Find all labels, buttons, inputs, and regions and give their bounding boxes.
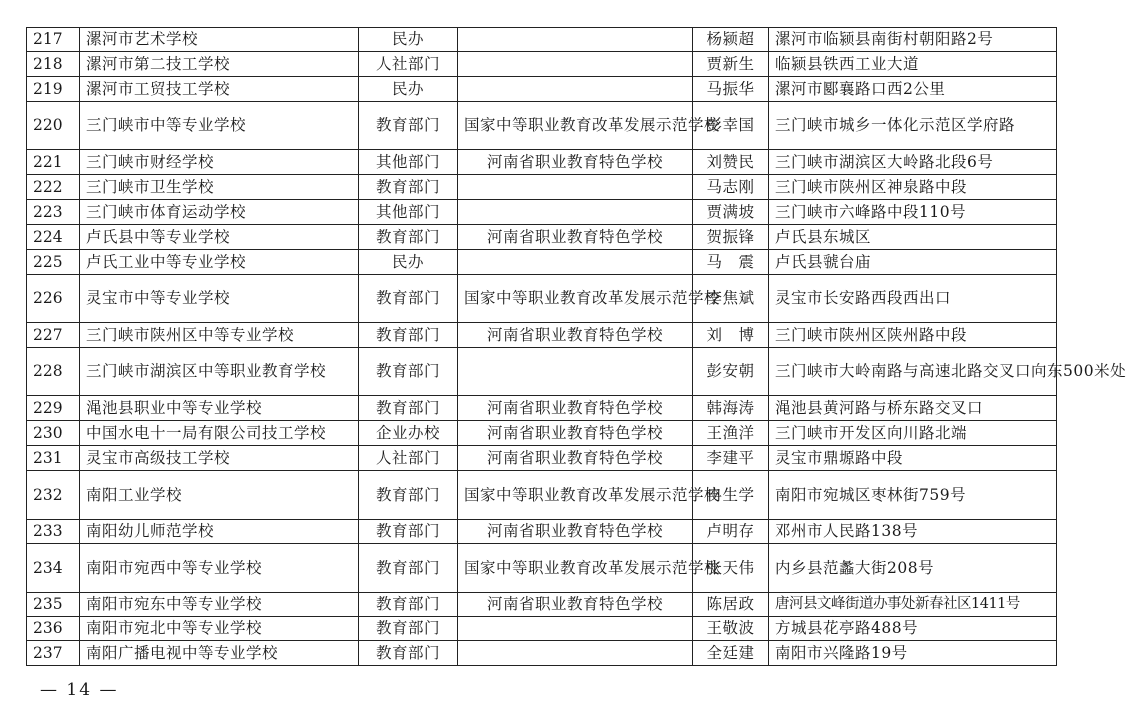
school-honor: 国家中等职业教育改革发展示范学校 bbox=[458, 471, 693, 520]
school-address: 内乡县范蠡大街208号 bbox=[769, 544, 1057, 593]
principal: 全廷建 bbox=[693, 641, 769, 666]
principal: 李焦斌 bbox=[693, 275, 769, 323]
row-number: 218 bbox=[27, 52, 80, 77]
school-dept: 企业办校 bbox=[359, 421, 458, 446]
school-name: 三门峡市中等专业学校 bbox=[80, 102, 359, 150]
school-address: 卢氏县虢台庙 bbox=[769, 250, 1057, 275]
school-honor: 国家中等职业教育改革发展示范学校 bbox=[458, 275, 693, 323]
school-address: 邓州市人民路138号 bbox=[769, 520, 1057, 544]
school-honor bbox=[458, 200, 693, 225]
row-number: 236 bbox=[27, 617, 80, 641]
school-name: 南阳市宛北中等专业学校 bbox=[80, 617, 359, 641]
school-name: 南阳市宛西中等专业学校 bbox=[80, 544, 359, 593]
table-row bbox=[27, 471, 1057, 520]
school-address: 渑池县黄河路与桥东路交叉口 bbox=[769, 396, 1057, 421]
school-address: 南阳市宛城区枣林街759号 bbox=[769, 471, 1057, 520]
row-number: 226 bbox=[27, 275, 80, 323]
school-address: 南阳市兴隆路19号 bbox=[769, 641, 1057, 666]
school-dept: 人社部门 bbox=[359, 52, 458, 77]
school-name: 南阳市宛东中等专业学校 bbox=[80, 593, 359, 617]
school-name: 三门峡市陕州区中等专业学校 bbox=[80, 323, 359, 348]
school-honor: 河南省职业教育特色学校 bbox=[458, 593, 693, 617]
principal: 李建平 bbox=[693, 446, 769, 471]
row-number: 225 bbox=[27, 250, 80, 275]
table-row bbox=[27, 275, 1057, 323]
principal: 杨颍超 bbox=[693, 28, 769, 52]
table-row bbox=[27, 250, 1057, 275]
principal: 韩海涛 bbox=[693, 396, 769, 421]
row-number: 228 bbox=[27, 348, 80, 396]
school-dept: 教育部门 bbox=[359, 471, 458, 520]
school-honor: 河南省职业教育特色学校 bbox=[458, 396, 693, 421]
page-number: — 14 — bbox=[40, 680, 119, 700]
row-number: 224 bbox=[27, 225, 80, 250]
school-name: 南阳工业学校 bbox=[80, 471, 359, 520]
principal: 王敬波 bbox=[693, 617, 769, 641]
row-number: 235 bbox=[27, 593, 80, 617]
school-dept: 教育部门 bbox=[359, 617, 458, 641]
school-name: 漯河市工贸技工学校 bbox=[80, 77, 359, 102]
school-address: 唐河县文峰街道办事处新春社区1411号 bbox=[769, 593, 1057, 617]
school-dept: 教育部门 bbox=[359, 520, 458, 544]
row-number: 237 bbox=[27, 641, 80, 666]
school-address: 三门峡市大岭南路与高速北路交叉口向东500米处 bbox=[769, 348, 1057, 396]
school-address: 临颍县铁西工业大道 bbox=[769, 52, 1057, 77]
principal: 贺振锋 bbox=[693, 225, 769, 250]
school-dept: 教育部门 bbox=[359, 641, 458, 666]
table-row bbox=[27, 544, 1057, 593]
table-row bbox=[27, 200, 1057, 225]
school-dept: 民办 bbox=[359, 77, 458, 102]
table-row bbox=[27, 102, 1057, 150]
school-dept: 教育部门 bbox=[359, 102, 458, 150]
school-name: 卢氏工业中等专业学校 bbox=[80, 250, 359, 275]
school-name: 中国水电十一局有限公司技工学校 bbox=[80, 421, 359, 446]
principal: 刘 博 bbox=[693, 323, 769, 348]
school-honor: 河南省职业教育特色学校 bbox=[458, 225, 693, 250]
row-number: 229 bbox=[27, 396, 80, 421]
principal: 张天伟 bbox=[693, 544, 769, 593]
school-address: 漯河市郾襄路口西2公里 bbox=[769, 77, 1057, 102]
table-row bbox=[27, 396, 1057, 421]
school-honor: 国家中等职业教育改革发展示范学校 bbox=[458, 544, 693, 593]
row-number: 221 bbox=[27, 150, 80, 175]
school-honor bbox=[458, 175, 693, 200]
school-dept: 教育部门 bbox=[359, 175, 458, 200]
school-honor: 国家中等职业教育改革发展示范学校 bbox=[458, 102, 693, 150]
school-name: 三门峡市体育运动学校 bbox=[80, 200, 359, 225]
principal: 王渔洋 bbox=[693, 421, 769, 446]
school-name: 漯河市艺术学校 bbox=[80, 28, 359, 52]
school-dept: 民办 bbox=[359, 28, 458, 52]
school-honor bbox=[458, 250, 693, 275]
school-address: 三门峡市陕州区神泉路中段 bbox=[769, 175, 1057, 200]
school-honor: 河南省职业教育特色学校 bbox=[458, 446, 693, 471]
principal: 马 震 bbox=[693, 250, 769, 275]
school-name: 三门峡市卫生学校 bbox=[80, 175, 359, 200]
row-number: 230 bbox=[27, 421, 80, 446]
school-dept: 人社部门 bbox=[359, 446, 458, 471]
school-dept: 其他部门 bbox=[359, 200, 458, 225]
school-dept: 教育部门 bbox=[359, 323, 458, 348]
school-name: 三门峡市财经学校 bbox=[80, 150, 359, 175]
school-dept: 教育部门 bbox=[359, 544, 458, 593]
school-name: 漯河市第二技工学校 bbox=[80, 52, 359, 77]
principal: 卢明存 bbox=[693, 520, 769, 544]
school-name: 卢氏县中等专业学校 bbox=[80, 225, 359, 250]
school-name: 灵宝市中等专业学校 bbox=[80, 275, 359, 323]
row-number: 227 bbox=[27, 323, 80, 348]
table-row bbox=[27, 421, 1057, 446]
principal: 冉生学 bbox=[693, 471, 769, 520]
table-row bbox=[27, 641, 1057, 666]
school-honor bbox=[458, 28, 693, 52]
school-address: 方城县花亭路488号 bbox=[769, 617, 1057, 641]
principal: 马振华 bbox=[693, 77, 769, 102]
school-honor: 河南省职业教育特色学校 bbox=[458, 520, 693, 544]
school-address: 漯河市临颍县南街村朝阳路2号 bbox=[769, 28, 1057, 52]
table-row bbox=[27, 150, 1057, 175]
school-address: 三门峡市湖滨区大岭路北段6号 bbox=[769, 150, 1057, 175]
row-number: 222 bbox=[27, 175, 80, 200]
table-row bbox=[27, 52, 1057, 77]
school-honor: 河南省职业教育特色学校 bbox=[458, 150, 693, 175]
table-row bbox=[27, 593, 1057, 617]
school-list-body bbox=[27, 28, 1126, 666]
table-row bbox=[27, 175, 1057, 200]
school-name: 南阳幼儿师范学校 bbox=[80, 520, 359, 544]
school-honor bbox=[458, 52, 693, 77]
school-name: 南阳广播电视中等专业学校 bbox=[80, 641, 359, 666]
principal: 彭幸国 bbox=[693, 102, 769, 150]
principal: 贾满坡 bbox=[693, 200, 769, 225]
principal: 刘赞民 bbox=[693, 150, 769, 175]
row-number: 223 bbox=[27, 200, 80, 225]
principal: 马志刚 bbox=[693, 175, 769, 200]
school-list-table bbox=[26, 27, 1126, 666]
school-dept: 教育部门 bbox=[359, 396, 458, 421]
school-address: 三门峡市开发区向川路北端 bbox=[769, 421, 1057, 446]
school-dept: 民办 bbox=[359, 250, 458, 275]
school-address: 三门峡市城乡一体化示范区学府路 bbox=[769, 102, 1057, 150]
principal: 彭安朝 bbox=[693, 348, 769, 396]
table-row bbox=[27, 323, 1057, 348]
row-number: 217 bbox=[27, 28, 80, 52]
school-dept: 教育部门 bbox=[359, 593, 458, 617]
school-name: 三门峡市湖滨区中等职业教育学校 bbox=[80, 348, 359, 396]
school-dept: 教育部门 bbox=[359, 225, 458, 250]
table-row bbox=[27, 348, 1057, 396]
school-name: 渑池县职业中等专业学校 bbox=[80, 396, 359, 421]
row-number: 220 bbox=[27, 102, 80, 150]
school-address: 灵宝市长安路西段西出口 bbox=[769, 275, 1057, 323]
table-row bbox=[27, 617, 1057, 641]
row-number: 231 bbox=[27, 446, 80, 471]
principal: 陈居政 bbox=[693, 593, 769, 617]
school-address: 三门峡市六峰路中段110号 bbox=[769, 200, 1057, 225]
school-address: 灵宝市鼎塬路中段 bbox=[769, 446, 1057, 471]
school-honor bbox=[458, 348, 693, 396]
school-honor: 河南省职业教育特色学校 bbox=[458, 421, 693, 446]
school-honor bbox=[458, 617, 693, 641]
school-name: 灵宝市高级技工学校 bbox=[80, 446, 359, 471]
school-address: 三门峡市陕州区陕州路中段 bbox=[769, 323, 1057, 348]
school-honor bbox=[458, 641, 693, 666]
row-number: 232 bbox=[27, 471, 80, 520]
table-row bbox=[27, 446, 1057, 471]
principal: 贾新生 bbox=[693, 52, 769, 77]
school-dept: 教育部门 bbox=[359, 275, 458, 323]
school-honor: 河南省职业教育特色学校 bbox=[458, 323, 693, 348]
school-address: 卢氏县东城区 bbox=[769, 225, 1057, 250]
table-row bbox=[27, 520, 1057, 544]
school-honor bbox=[458, 77, 693, 102]
row-number: 234 bbox=[27, 544, 80, 593]
table-row bbox=[27, 28, 1057, 52]
row-number: 233 bbox=[27, 520, 80, 544]
school-dept: 教育部门 bbox=[359, 348, 458, 396]
table-row bbox=[27, 77, 1057, 102]
school-dept: 其他部门 bbox=[359, 150, 458, 175]
row-number: 219 bbox=[27, 77, 80, 102]
table-row bbox=[27, 225, 1057, 250]
